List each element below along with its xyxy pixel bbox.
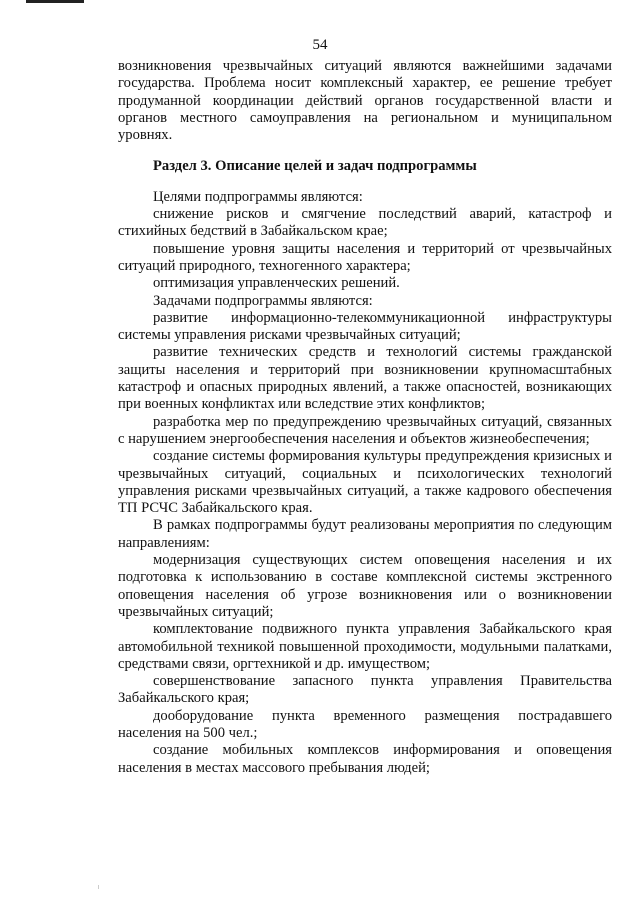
task-item: развитие технических средств и технологий системы гражданской защиты населения и территорий при возникновении крупномасштабных катастроф и опасных природных явлений, а также опасностей, возникающих при военных конфликтах или вследствие этих конфликтов; [118, 344, 612, 413]
task-item: создание системы формирования культуры предупреждения кризисных и чрезвычайных ситуаций, социальных и психологических технологий управления рисками чрезвычайных ситуаций, а также кадрового обеспечения ТП РСЧС Забайкальского края. [118, 448, 612, 517]
goals-intro: Целями подпрограммы являются: [153, 188, 363, 205]
section-heading: Раздел 3. Описание целей и задач подпрограммы [153, 158, 477, 175]
goal-item: снижение рисков и смягчение последствий аварий, катастроф и стихийных бедствий в Забайкальском крае; [118, 206, 612, 240]
measure-item: совершенствование запасного пункта управления Правительства Забайкальского края; [118, 673, 612, 707]
page-number: 54 [312, 37, 328, 53]
measure-item: создание мобильных комплексов информирования и оповещения населения в местах массового пребывания людей; [118, 742, 612, 776]
top-rule [26, 0, 84, 3]
tasks-intro: Задачами подпрограммы являются: [153, 292, 373, 309]
goal-item: оптимизация управленческих решений. [153, 275, 400, 292]
measures-intro: В рамках подпрограммы будут реализованы мероприятия по следующим направлениям: [118, 517, 612, 551]
goal-item: повышение уровня защиты населения и территорий от чрезвычайных ситуаций природного, техногенного характера; [118, 240, 612, 274]
scan-mark [98, 885, 99, 889]
measure-item: модернизация существующих систем оповещения населения и их подготовка к использованию в составе комплексной системы экстренного оповещения населения об угрозе возникновения или о возникновении чрезвычайных ситуаций; [118, 552, 612, 620]
task-item: разработка мер по предупреждению чрезвычайных ситуаций, связанных с нарушением энергообеспечения населения и объектов жизнеобеспечения; [118, 413, 612, 447]
document-body [118, 58, 612, 777]
task-item: развитие информационно-телекоммуникационной инфраструктуры системы управления рисками чрезвычайных ситуаций; [118, 309, 612, 344]
measure-item: дооборудование пункта временного размещения пострадавшего населения на 500 чел.; [118, 707, 612, 741]
measure-item: комплектование подвижного пункта управления Забайкальского края автомобильной техникой повышенной проходимости, модульными палатками, средствами связи, оргтехникой и др. имуществом; [118, 621, 612, 672]
intro-paragraph: возникновения чрезвычайных ситуаций являются важнейшими задачами государства. Проблема носит комплексный характер, ее решение требует продуманной координации действий органов государственной власти и органов местного самоуправления на региональном и муниципальном уровнях. [118, 58, 612, 144]
